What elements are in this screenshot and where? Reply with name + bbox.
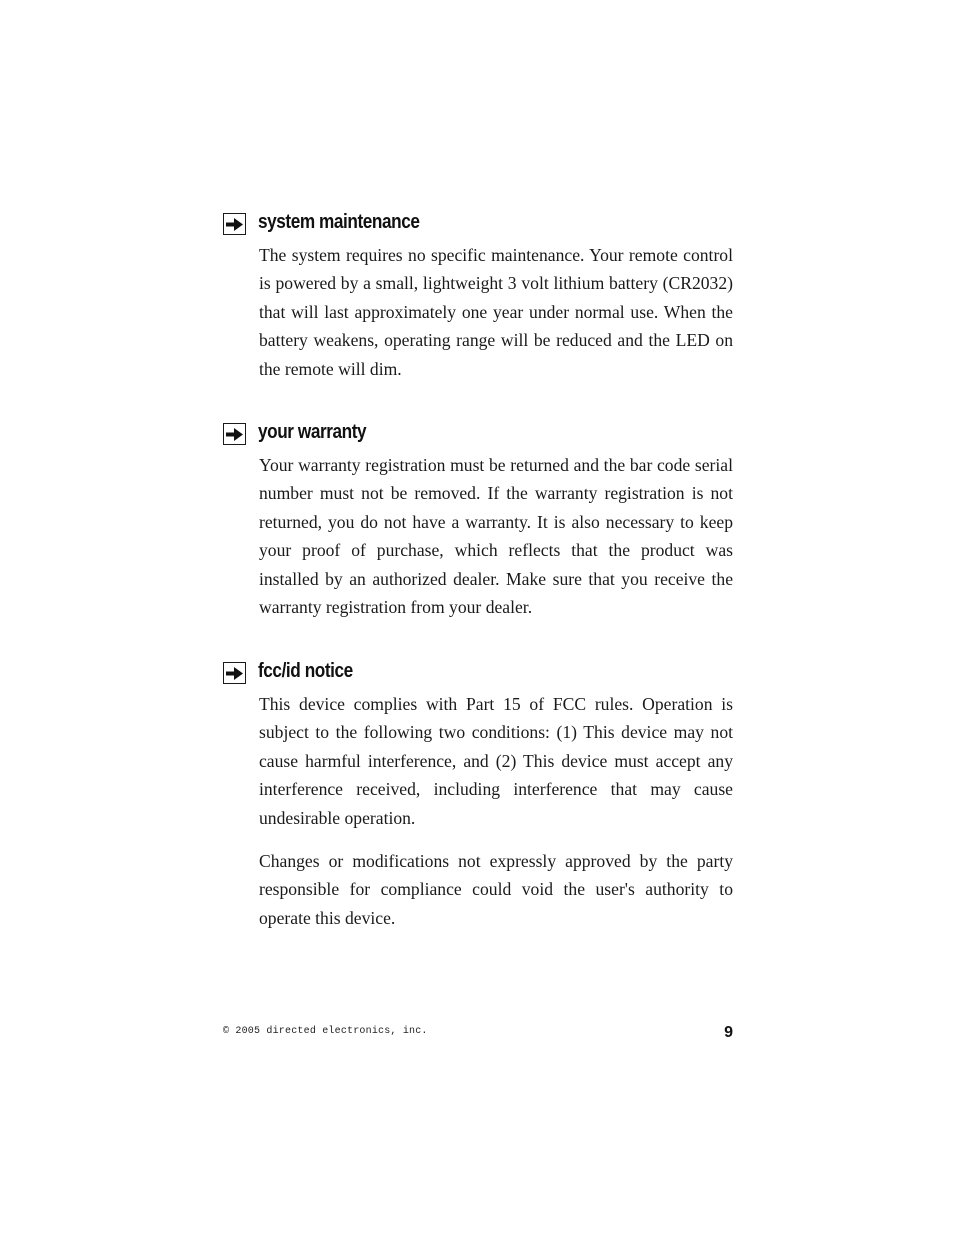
paragraph: This device complies with Part 15 of FCC rules. Operation is subject to the following two conditions: (1) This device may not cause harmful interference, and (2) This device must accept any interference received, including interference that may cause undesirable operation. [259,694,733,828]
section-heading: your warranty [258,421,367,443]
section-heading-row [223,212,733,238]
page-number: 9 [724,1024,733,1041]
section-your-warranty [223,422,733,621]
section-heading: fcc/id notice [258,660,353,682]
section-heading-row [223,422,733,448]
right-arrow-icon [223,662,246,684]
section-body [259,451,733,621]
section-heading: system maintenance [258,211,420,233]
section-body [259,241,733,383]
section-heading-row [223,661,733,687]
section-fcc-id-notice [223,661,733,932]
footer-copyright: © 2005 directed electronics, inc. [223,1026,428,1037]
section-system-maintenance [223,212,733,383]
right-arrow-icon [223,213,246,235]
section-body [259,690,733,932]
paragraph: The system requires no specific maintenance. Your remote control is powered by a small, lightweight 3 volt lithium battery (CR2032) that will last approximately one year under normal use. When the battery weakens, operating range will be reduced and the LED on the remote will dim. [259,245,733,379]
right-arrow-icon [223,423,246,445]
paragraph: Your warranty registration must be returned and the bar code serial number must not be removed. If the warranty registration is not returned, you do not have a warranty. It is also necessary to keep your proof of purchase, which reflects that the product was installed by an authorized dealer. Make sure that you receive the warranty registration from your dealer. [259,455,733,618]
paragraph: Changes or modifications not expressly approved by the party responsible for compliance could void the user's authority to operate this device. [259,851,733,928]
